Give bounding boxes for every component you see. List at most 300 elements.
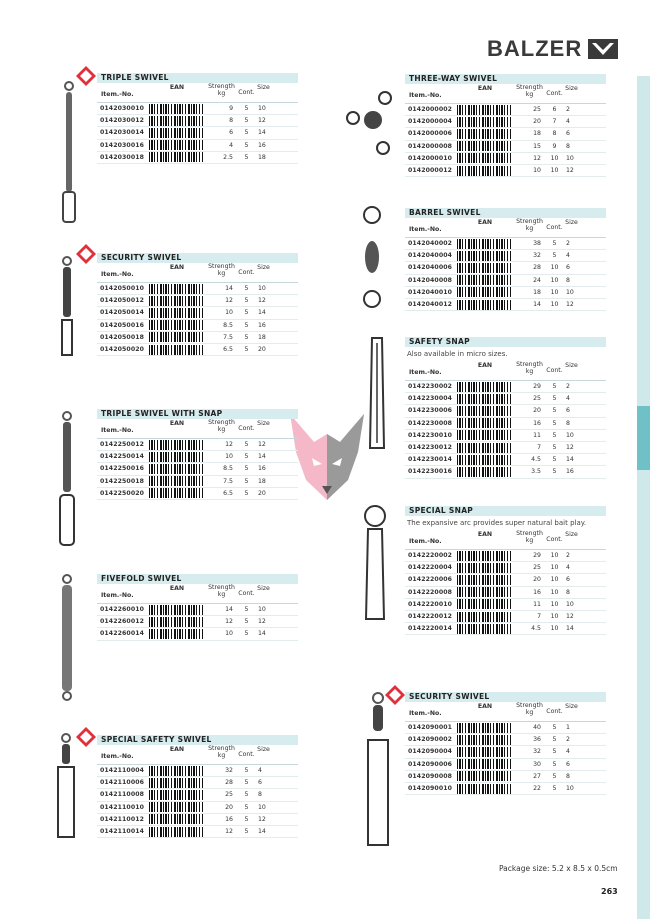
size-value: 4 [566, 564, 570, 572]
strength-value: 12 [225, 441, 233, 449]
strength-value: 4 [229, 141, 233, 149]
cont-value: 5 [244, 297, 249, 305]
item-number: 0142110014 [100, 828, 145, 836]
size-value: 10 [258, 606, 266, 614]
strength-value: 16 [225, 815, 233, 823]
strength-value: 28 [225, 779, 233, 787]
strength-value: 16 [533, 588, 541, 596]
strength-value: 25 [225, 791, 233, 799]
ean-barcode [457, 275, 511, 285]
strength-value: 2.5 [223, 153, 233, 161]
col-cont: Cont. [238, 269, 255, 276]
strength-value: 6.5 [223, 346, 233, 354]
item-number: 0142000004 [408, 118, 453, 126]
ean-barcode [457, 430, 511, 440]
cont-value: 10 [550, 276, 559, 284]
col-ean: EAN [169, 84, 185, 91]
item-number: 0142220006 [408, 576, 453, 584]
item-number: 0142250012 [100, 441, 145, 449]
strength-value: 14 [225, 606, 233, 614]
section-special-snap [405, 506, 606, 635]
size-value: 10 [566, 431, 574, 439]
strength-value: 12 [225, 297, 233, 305]
item-number: 0142220014 [408, 625, 453, 633]
item-number: 0142040010 [408, 288, 453, 296]
strength-value: 10 [533, 167, 541, 175]
item-number: 0142030010 [100, 105, 145, 113]
cont-value: 8 [552, 130, 557, 138]
table-row [405, 454, 606, 466]
item-number: 0142230014 [408, 456, 453, 464]
table-row [97, 332, 298, 344]
section-note: Also available in micro sizes. [407, 350, 508, 358]
table-row [405, 418, 606, 430]
ean-barcode [457, 117, 511, 127]
ean-barcode [149, 152, 203, 162]
cont-value: 10 [550, 301, 559, 309]
size-value: 8 [566, 419, 570, 427]
barrel-swivel-image [360, 205, 384, 310]
item-number: 0142090002 [408, 736, 453, 744]
ean-barcode [149, 128, 203, 138]
section-triple-swivel-snap [97, 409, 298, 500]
table-row [97, 789, 298, 801]
ean-barcode [149, 345, 203, 355]
section-triple-swivel [97, 73, 298, 164]
cont-value: 5 [552, 785, 557, 793]
col-size: Size [565, 85, 578, 92]
ean-barcode [457, 394, 511, 404]
cont-value: 10 [550, 600, 559, 608]
strength-value: 15 [533, 142, 541, 150]
cont-value: 5 [244, 618, 249, 626]
section-title: SPECIAL SNAP [405, 506, 606, 516]
ean-barcode [457, 166, 511, 176]
strength-value: 14 [225, 285, 233, 293]
table-row [97, 307, 298, 319]
strength-value: 7.5 [223, 333, 233, 341]
ean-barcode [149, 296, 203, 306]
triple-swivel-image [58, 80, 80, 230]
table-header [97, 745, 298, 765]
ean-barcode [149, 827, 203, 837]
table-row [97, 628, 298, 640]
cont-value: 5 [244, 129, 249, 137]
item-number: 0142230016 [408, 468, 453, 476]
size-value: 6 [566, 407, 570, 415]
col-size: Size [565, 362, 578, 369]
section-title: SPECIAL SAFETY SWIVEL [97, 735, 298, 745]
ean-barcode [457, 263, 511, 273]
ean-barcode [457, 771, 511, 781]
table-row [97, 283, 298, 295]
size-value: 8 [566, 772, 570, 780]
section-three-way-swivel [405, 74, 606, 177]
col-item: Item.-No. [101, 271, 134, 278]
cont-value: 5 [552, 383, 557, 391]
item-number: 0142040004 [408, 252, 453, 260]
table-row [405, 574, 606, 586]
ean-barcode [457, 141, 511, 151]
table-row [405, 746, 606, 758]
col-size: Size [565, 703, 578, 710]
size-value: 4 [566, 252, 570, 260]
new-badge-icon [75, 726, 97, 748]
strength-value: 10 [225, 630, 233, 638]
ean-barcode [457, 599, 511, 609]
size-value: 14 [258, 828, 266, 836]
brand-name: BALZER [487, 36, 583, 61]
cont-value: 10 [550, 552, 559, 560]
cont-value: 5 [552, 748, 557, 756]
table-row [405, 599, 606, 611]
ean-barcode [457, 406, 511, 416]
table-row [97, 476, 298, 488]
section-title: THREE-WAY SWIVEL [405, 74, 606, 84]
col-ean: EAN [477, 85, 493, 92]
item-number: 0142050012 [100, 297, 145, 305]
size-value: 2 [566, 383, 570, 391]
section-title: FIVEFOLD SWIVEL [97, 574, 298, 584]
size-value: 10 [566, 154, 574, 162]
col-ean: EAN [477, 703, 493, 710]
table-row [97, 115, 298, 127]
table-row [405, 623, 606, 635]
three-way-swivel-image [345, 88, 395, 158]
table-row [97, 814, 298, 826]
cont-value: 5 [244, 141, 249, 149]
table-row [97, 127, 298, 139]
col-ean: EAN [169, 420, 185, 427]
table-row [405, 165, 606, 177]
table-row [405, 466, 606, 478]
item-number: 0142090008 [408, 772, 453, 780]
item-number: 0142050014 [100, 309, 145, 317]
strength-value: 4.5 [531, 625, 541, 633]
table-row [97, 777, 298, 789]
item-number: 0142260014 [100, 630, 145, 638]
table-header [405, 530, 606, 550]
item-number: 0142030016 [100, 141, 145, 149]
section-title: TRIPLE SWIVEL WITH SNAP [97, 409, 298, 419]
item-number: 0142110008 [100, 791, 145, 799]
cont-value: 5 [244, 346, 249, 354]
col-item: Item.-No. [409, 369, 442, 376]
size-value: 10 [566, 288, 574, 296]
item-number: 0142110012 [100, 815, 145, 823]
col-ean: EAN [169, 585, 185, 592]
cont-value: 10 [550, 625, 559, 633]
col-strength: Strength kg [516, 218, 543, 232]
table-row [405, 381, 606, 393]
cont-value: 10 [550, 154, 559, 162]
cont-value: 5 [244, 321, 249, 329]
item-number: 0142000010 [408, 154, 453, 162]
size-value: 4 [566, 395, 570, 403]
cont-value: 10 [550, 564, 559, 572]
size-value: 4 [566, 748, 570, 756]
col-strength: Strength kg [516, 530, 543, 544]
size-value: 18 [258, 333, 266, 341]
size-value: 8 [566, 276, 570, 284]
section-note: The expansive arc provides super natural bait play. [407, 519, 587, 527]
cont-value: 10 [550, 288, 559, 296]
cont-value: 5 [244, 441, 249, 449]
table-row [405, 734, 606, 746]
size-value: 10 [258, 803, 266, 811]
size-value: 4 [258, 767, 262, 775]
strength-value: 27 [533, 772, 541, 780]
col-cont: Cont. [546, 224, 563, 231]
strength-value: 16 [533, 419, 541, 427]
table-row [97, 463, 298, 475]
fivefold-swivel-image [56, 573, 78, 703]
cont-value: 7 [552, 118, 557, 126]
table-row [405, 550, 606, 562]
ean-barcode [149, 140, 203, 150]
col-strength: Strength kg [516, 702, 543, 716]
table-row [405, 430, 606, 442]
table-row [405, 116, 606, 128]
ean-barcode [457, 551, 511, 561]
col-size: Size [257, 420, 270, 427]
col-strength: Strength kg [208, 263, 235, 277]
size-value: 2 [566, 736, 570, 744]
item-number: 0142250018 [100, 477, 145, 485]
cont-value: 5 [244, 606, 249, 614]
ean-barcode [457, 575, 511, 585]
table-header [405, 84, 606, 104]
size-value: 6 [258, 779, 262, 787]
size-value: 14 [258, 630, 266, 638]
ean-barcode [457, 455, 511, 465]
table-row [405, 250, 606, 262]
strength-value: 7 [537, 613, 541, 621]
size-value: 12 [258, 815, 266, 823]
item-number: 0142230012 [408, 444, 453, 452]
table-row [97, 616, 298, 628]
size-value: 14 [566, 625, 574, 633]
table-row [405, 587, 606, 599]
ean-barcode [149, 464, 203, 474]
col-cont: Cont. [546, 536, 563, 543]
size-value: 14 [566, 456, 574, 464]
table-row [97, 320, 298, 332]
cont-value: 5 [244, 309, 249, 317]
item-number: 0142220004 [408, 564, 453, 572]
size-value: 10 [566, 600, 574, 608]
section-title: SAFETY SNAP [405, 337, 606, 347]
item-number: 0142230004 [408, 395, 453, 403]
section-title: SECURITY SWIVEL [405, 692, 606, 702]
table-header [97, 263, 298, 283]
table-row [97, 439, 298, 451]
table-header [97, 83, 298, 103]
size-value: 18 [258, 477, 266, 485]
ean-barcode [149, 332, 203, 342]
section-title: BARREL SWIVEL [405, 208, 606, 218]
cont-value: 5 [552, 760, 557, 768]
item-number: 0142030018 [100, 153, 145, 161]
table-row [405, 783, 606, 795]
new-badge-icon [75, 243, 97, 265]
cont-value: 5 [552, 240, 557, 248]
strength-value: 12 [225, 618, 233, 626]
strength-value: 29 [533, 552, 541, 560]
strength-value: 20 [533, 407, 541, 415]
strength-value: 20 [533, 118, 541, 126]
size-value: 10 [258, 105, 266, 113]
ean-barcode [149, 476, 203, 486]
section-fivefold-swivel [97, 574, 298, 641]
strength-value: 11 [533, 431, 541, 439]
ean-barcode [457, 153, 511, 163]
cont-value: 5 [244, 117, 249, 125]
size-value: 4 [566, 118, 570, 126]
strength-value: 3.5 [531, 468, 541, 476]
cont-value: 5 [244, 285, 249, 293]
strength-value: 24 [533, 276, 541, 284]
ean-barcode [457, 105, 511, 115]
size-value: 12 [566, 301, 574, 309]
item-number: 0142000006 [408, 130, 453, 138]
ean-barcode [457, 382, 511, 392]
cont-value: 6 [552, 106, 557, 114]
ean-barcode [149, 617, 203, 627]
cont-value: 9 [552, 142, 557, 150]
strength-value: 6 [229, 129, 233, 137]
table-row [405, 611, 606, 623]
item-number: 0142050016 [100, 321, 145, 329]
strength-value: 36 [533, 736, 541, 744]
size-value: 16 [566, 468, 574, 476]
size-value: 10 [566, 785, 574, 793]
strength-value: 25 [533, 395, 541, 403]
size-value: 12 [566, 613, 574, 621]
strength-value: 20 [225, 803, 233, 811]
size-value: 6 [566, 264, 570, 272]
item-number: 0142230010 [408, 431, 453, 439]
col-size: Size [257, 84, 270, 91]
size-value: 12 [566, 167, 574, 175]
size-value: 12 [258, 297, 266, 305]
cont-value: 5 [552, 456, 557, 464]
cont-value: 5 [244, 333, 249, 341]
item-number: 0142040002 [408, 240, 453, 248]
strength-value: 7.5 [223, 477, 233, 485]
item-number: 0142000012 [408, 167, 453, 175]
cont-value: 10 [550, 167, 559, 175]
col-item: Item.-No. [409, 538, 442, 545]
col-ean: EAN [477, 362, 493, 369]
table-row [405, 299, 606, 311]
cont-value: 5 [552, 431, 557, 439]
item-number: 0142040008 [408, 276, 453, 284]
item-number: 0142230002 [408, 383, 453, 391]
ean-barcode [149, 116, 203, 126]
strength-value: 22 [533, 785, 541, 793]
ean-barcode [149, 629, 203, 639]
table-row [405, 262, 606, 274]
ean-barcode [457, 418, 511, 428]
fox-logo-icon [588, 39, 618, 59]
strength-value: 7 [537, 444, 541, 452]
size-value: 8 [258, 791, 262, 799]
strength-value: 29 [533, 383, 541, 391]
table-row [405, 287, 606, 299]
side-tab-accent [637, 406, 650, 470]
table-row [97, 140, 298, 152]
brand-logo [487, 36, 618, 62]
section-security-swivel [405, 692, 606, 795]
col-cont: Cont. [238, 590, 255, 597]
col-item: Item.-No. [101, 753, 134, 760]
col-strength: Strength kg [516, 84, 543, 98]
strength-value: 8 [229, 117, 233, 125]
cont-value: 5 [552, 772, 557, 780]
special-snap-image [360, 504, 390, 624]
col-item: Item.-No. [409, 226, 442, 233]
strength-value: 10 [225, 453, 233, 461]
item-number: 0142030012 [100, 117, 145, 125]
item-number: 0142110010 [100, 803, 145, 811]
col-strength: Strength kg [208, 83, 235, 97]
cont-value: 5 [552, 395, 557, 403]
strength-value: 18 [533, 288, 541, 296]
ean-barcode [457, 563, 511, 573]
item-number: 0142090004 [408, 748, 453, 756]
section-security-swivel [97, 253, 298, 356]
size-value: 18 [258, 153, 266, 161]
size-value: 6 [566, 760, 570, 768]
ean-barcode [149, 605, 203, 615]
cont-value: 5 [244, 105, 249, 113]
ean-barcode [457, 747, 511, 757]
ean-barcode [149, 104, 203, 114]
size-value: 10 [258, 285, 266, 293]
item-number: 0142250020 [100, 489, 145, 497]
item-number: 0142250016 [100, 465, 145, 473]
size-value: 12 [258, 618, 266, 626]
ean-barcode [149, 308, 203, 318]
table-row [405, 275, 606, 287]
size-value: 12 [258, 117, 266, 125]
security-swivel-image [56, 255, 78, 360]
col-item: Item.-No. [409, 710, 442, 717]
col-cont: Cont. [238, 751, 255, 758]
section-safety-snap [405, 337, 606, 479]
item-number: 0142250014 [100, 453, 145, 461]
item-number: 0142000008 [408, 142, 453, 150]
item-number: 0142230008 [408, 419, 453, 427]
col-ean: EAN [477, 531, 493, 538]
size-value: 2 [566, 240, 570, 248]
ean-barcode [457, 587, 511, 597]
size-value: 2 [566, 106, 570, 114]
strength-value: 25 [533, 564, 541, 572]
ean-barcode [149, 766, 203, 776]
ean-barcode [457, 239, 511, 249]
cont-value: 5 [244, 453, 249, 461]
table-header [405, 702, 606, 722]
ean-barcode [457, 287, 511, 297]
strength-value: 8.5 [223, 465, 233, 473]
table-row [97, 488, 298, 500]
cont-value: 5 [244, 779, 249, 787]
ean-barcode [149, 814, 203, 824]
table-row [405, 128, 606, 140]
col-strength: Strength kg [516, 361, 543, 375]
